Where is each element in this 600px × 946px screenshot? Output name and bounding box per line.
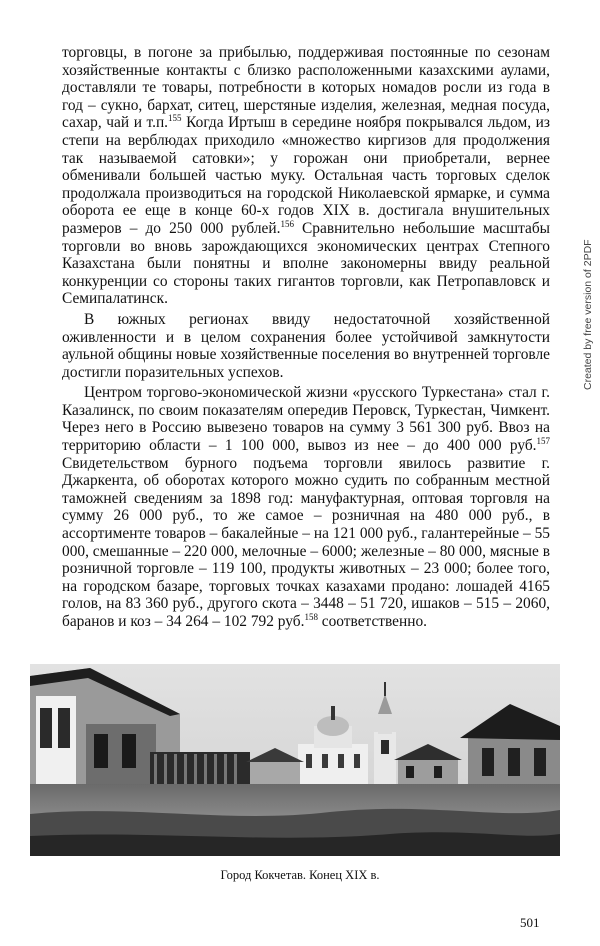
footnote-marker: 157 [536,435,550,446]
text-segment: Когда Иртыш в середине ноября покрывался льдом, из степи на верблюдах приходило «множество киргизов для продолжения так называемой сатовки»; у горожан они приобретали, вернее обменивали большей частью муку. Остальная часть торговых сделок продолжала производиться на городской Николаевской ярмарке, и сумма оборота ее еще в конце 60-х годов XIX в. достигала внушительных размеров – до 250 000 рублей. [62,114,550,237]
paragraph [62,384,550,630]
figure-caption: Город Кокчетав. Конец XIX в. [220,868,380,882]
photo-kokchetav-town [30,664,560,856]
paragraph [62,311,550,381]
text-segment: соответственно. [317,613,428,630]
watermark: Created by free version of 2PDF [582,239,594,390]
text-segment: Центром торгово-экономической жизни «русского Туркестана» стал г. Казалинск, по своим показателям опередив Перовск, Туркестан, Чимкент. Через него в Россию вывезено товаров на сумму 3 561 300 руб. Ввоз на территорию области – 1 100 000, вывоз из нее – до 400 000 руб. [62,384,550,455]
footnote-marker: 156 [280,218,294,229]
text-segment: Сравнительно небольшие масштабы торговли во вновь зарождающихся экономических центрах Степного Казахстана были понятны и вполне закономерны ввиду реальной конкуренции со стороны таких гигантов торговли, как Петропавловск и Семипалатинск. [62,219,550,308]
text-segment: В южных регионах ввиду недостаточной хозяйственной оживленности и в целом сохранения более устойчивой замкнутости аульной общины новые хозяйственные поселения во внутренней торговле достигли поразительных успехов. [62,310,550,381]
footnote-marker: 158 [304,611,318,622]
text-segment: Свидетельством бурного подъема торговли явилось развитие г. Джаркента, об оборотах которого можно судить по собранным местной таможней сведениям за 1898 год: мануфактурная, оптовая торговля на сумму 26 000 руб., то же самое – розничная на 480 000 руб., в ассортименте товаров – бакалейные – на 121 000 руб., галантерейные – 55 000, смешанные – 220 000, мелочные – 6000; железные – 80 000, мясные в розничной торговле – 119 100, продукты животных – 23 000; более того, на городском базаре, торговых точках казахами продано: лошадей 4165 голов, на 83 360 руб., другого скота – 3448 – 51 720, ишаков – 515 – 2060, баранов и коз – 34 264 – 102 792 руб. [62,454,550,630]
paragraph [62,44,550,308]
page-number: 501 [520,915,540,930]
footnote-marker: 155 [168,113,182,124]
text-segment: торговцы, в погоне за прибылью, поддерживая постоянные по сезонам хозяйственные контакты с близко расположенными казахскими аулами, доставляли те товары, потребности в которых номадов росли из года в год – сукно, бархат, ситец, шерстяные изделия, железная, медная посуда, сахар, чай и т.п. [62,44,550,132]
body-text [62,44,550,631]
